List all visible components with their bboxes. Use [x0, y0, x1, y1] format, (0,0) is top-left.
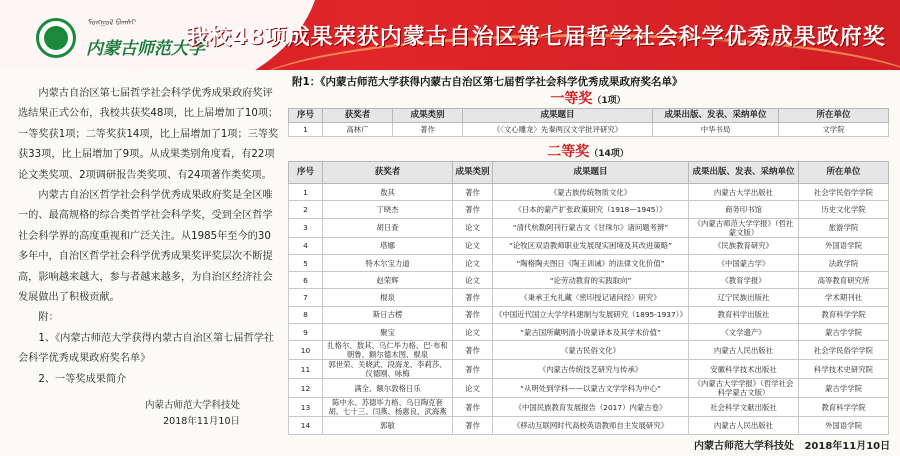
table-cell: 教育科学学院 — [799, 306, 889, 323]
attachment-item-2: 2、一等奖成果简介 — [38, 373, 127, 385]
award-list-title: 附1：《内蒙古师范大学获得内蒙古自治区第七届哲学社会科学优秀成果政府奖名单》 — [292, 76, 683, 88]
column-header: 所在单位 — [779, 109, 889, 123]
table-cell: “蒙古国所藏明清小说蒙译本及其学术价值” — [493, 324, 689, 341]
intro-paragraph-2: 内蒙古自治区哲学社会科学优秀成果政府奖是全区唯一的、最高规格的综合类哲学社会科学奖，受到全区哲学社会科学界的高度重视和广泛关注。从1985年至今的30多年中，自治区哲学社会科学优秀成果奖评奖层次不断提高，影响越来越大，参与者越来越多，为自治区经济社会发展做出了积极贡献。 — [18, 190, 273, 304]
table-cell: 内蒙古人民出版社 — [689, 417, 799, 434]
table-row — [289, 184, 889, 201]
table-row — [289, 201, 889, 218]
page-title: 我校48项成果荣获内蒙古自治区第七届哲学社会科学优秀成果政府奖 — [186, 25, 886, 50]
table-cell: 著作 — [453, 398, 493, 417]
table-cell: 郭世荣、关晓武、段海龙、李莉莎、仪德刚、咏梅 — [323, 360, 453, 379]
table-row — [289, 123, 889, 137]
table-cell: 6 — [289, 272, 323, 289]
table-cell: 安徽科学技术出版社 — [689, 360, 799, 379]
second-prize-heading — [288, 143, 888, 161]
table-cell: 丁晓杰 — [323, 201, 453, 218]
table-cell: 著作 — [453, 201, 493, 218]
intro-text — [18, 84, 280, 430]
attachment-label: 附： — [38, 312, 59, 324]
first-prize-heading — [288, 90, 888, 108]
first-prize-table — [288, 108, 889, 137]
table-cell: 4 — [289, 237, 323, 254]
table-cell: 7 — [289, 289, 323, 306]
table-row — [289, 324, 889, 341]
table-cell: 赵荣辉 — [323, 272, 453, 289]
table-cell: 历史文化学院 — [799, 201, 889, 218]
table-cell: 著作 — [393, 123, 463, 137]
column-header: 成果类别 — [393, 109, 463, 123]
table-cell: 《中国近代国立大学学科建制与发展研究（1895-1937）》 — [493, 306, 689, 323]
table-cell: 辽宁民族出版社 — [689, 289, 799, 306]
table-row — [289, 379, 889, 398]
table-cell: 内蒙古大学出版社 — [689, 184, 799, 201]
table-cell: 著作 — [453, 417, 493, 434]
table-cell: 蒙古学学院 — [799, 324, 889, 341]
table-cell: 《文学遗产》 — [689, 324, 799, 341]
column-header: 获奖者 — [323, 109, 393, 123]
table-cell: 论文 — [453, 272, 493, 289]
table-cell: 《内蒙古师范大学学报》（哲社蒙文版） — [689, 218, 799, 237]
table-cell: 9 — [289, 324, 323, 341]
table-cell: 社会学民俗学学院 — [799, 184, 889, 201]
table-cell: 聚宝 — [323, 324, 453, 341]
table-cell: 《日本的蒙产扩张政策研究（1918—1945）》 — [493, 201, 689, 218]
table-cell: 13 — [289, 398, 323, 417]
table-row — [289, 417, 889, 434]
column-header: 成果出版、发表、采纳单位 — [653, 109, 779, 123]
table-cell: 斯日古楞 — [323, 306, 453, 323]
table-cell: 著作 — [453, 306, 493, 323]
table-cell: 法政学院 — [799, 254, 889, 271]
column-header: 成果题目 — [493, 162, 689, 184]
table-cell: 论文 — [453, 379, 493, 398]
second-prize-count: （14项） — [589, 149, 629, 159]
table-cell: 棍泉 — [323, 289, 453, 306]
table-cell: 《〈文心雕龙〉先秦两汉文学批评研究》 — [463, 123, 653, 137]
footer-date: 2018年11月10日 — [804, 441, 891, 452]
table-cell: 胡日查 — [323, 218, 453, 237]
table-cell: 8 — [289, 306, 323, 323]
table-cell: 3 — [289, 218, 323, 237]
first-prize-label: 一等奖 — [550, 91, 593, 107]
table-cell: 高林广 — [323, 123, 393, 137]
table-cell: 论文 — [453, 237, 493, 254]
column-header: 所在单位 — [799, 162, 889, 184]
table-cell: 《蒙古族传统物质文化》 — [493, 184, 689, 201]
table-cell: 14 — [289, 417, 323, 434]
first-prize-count: （1项） — [592, 96, 626, 106]
table-cell: “从明处到学科——以蒙古文学学科为中心” — [493, 379, 689, 398]
signature-org: 内蒙古师范大学科技处 — [144, 400, 240, 412]
table-cell: 中华书局 — [653, 123, 779, 137]
table-cell: 蒙古学学院 — [799, 379, 889, 398]
table-cell: 著作 — [453, 184, 493, 201]
table-cell: 社会科学文献出版社 — [689, 398, 799, 417]
mongol-script: ᠮᠣᠩᠭᠣᠯ ᠪᠠᠭᠰᠢ — [88, 18, 136, 27]
table-cell: 10 — [289, 341, 323, 360]
table-cell: 5 — [289, 254, 323, 271]
column-header: 序号 — [289, 162, 323, 184]
table-cell: 特木尔宝力道 — [323, 254, 453, 271]
school-name: 内蒙古师范大学 — [86, 39, 205, 59]
column-header: 序号 — [289, 109, 323, 123]
table-row — [289, 306, 889, 323]
table-cell: 《中国蒙古学》 — [689, 254, 799, 271]
table-cell: “清代杭勒阿刊行蒙古文《甘珠尔》诸问题考辨” — [493, 218, 689, 237]
table-cell: “陶格陶夫图日《陶王训诫》的法律文化价值” — [493, 254, 689, 271]
table-row — [289, 254, 889, 271]
table-cell: 11 — [289, 360, 323, 379]
column-header: 成果出版、发表、采纳单位 — [689, 162, 799, 184]
table-cell: 《内蒙古大学学报》（哲学社会科学蒙古文版） — [689, 379, 799, 398]
table-cell: 《教育学报》 — [689, 272, 799, 289]
table-cell: 学术期刊社 — [799, 289, 889, 306]
table-cell: 《蒙古民俗文化》 — [493, 341, 689, 360]
signature-date: 2018年11月10日 — [163, 416, 240, 428]
attachment-item-1: 1、《内蒙古师范大学获得内蒙古自治区第七届哲学社会科学优秀成果政府奖名单》 — [18, 332, 275, 365]
table-cell: 12 — [289, 379, 323, 398]
footer-signature — [694, 437, 890, 452]
table-cell: 《中国民族教育发展报告（2017）内蒙古卷》 — [493, 398, 689, 417]
table-cell: 外国语学院 — [799, 417, 889, 434]
table-cell: 扎格尔、敖其、乌仁毕力格、巴·布和朝鲁、额尔德木图、棍泉 — [323, 341, 453, 360]
table-cell: 论文 — [453, 324, 493, 341]
table-cell: 满全、额尔敦格日乐 — [323, 379, 453, 398]
table-cell: 著作 — [453, 341, 493, 360]
header-banner — [0, 0, 900, 70]
table-cell: 《秉承王允礼藏〈密印授记诸问经〉研究》 — [493, 289, 689, 306]
footer-org: 内蒙古师范大学科技处 — [694, 441, 794, 452]
table-cell: 文学院 — [779, 123, 889, 137]
table-cell: 著作 — [453, 360, 493, 379]
table-cell: 科学技术史研究院 — [799, 360, 889, 379]
intro-paragraph-1: 内蒙古自治区第七届哲学社会科学优秀成果政府奖评选结果正式公布，我校共获奖48项，比上届增加了10项；一等奖获1项；二等奖获14项，比上届增加了1项；三等奖获33项，比上届增加了9项。从成果类别角度看，有22项论文类奖项、2项调研报告类奖项、有24项著作类奖项。 — [18, 88, 279, 181]
signature — [18, 398, 280, 430]
table-cell: 《民族教育研究》 — [689, 237, 799, 254]
table-cell: “论劳动教育的实践取向” — [493, 272, 689, 289]
table-cell: 商务印书馆 — [689, 201, 799, 218]
column-header: 成果题目 — [463, 109, 653, 123]
table-cell: 《移动互联网时代高校英语教师自主发展研究》 — [493, 417, 689, 434]
table-cell: 塔娜 — [323, 237, 453, 254]
second-prize-label: 二等奖 — [547, 144, 590, 160]
table-cell: 郭敏 — [323, 417, 453, 434]
column-header: 获奖者 — [323, 162, 453, 184]
table-row — [289, 289, 889, 306]
table-row — [289, 341, 889, 360]
table-cell: 著作 — [453, 289, 493, 306]
table-row — [289, 360, 889, 379]
table-cell: 2 — [289, 201, 323, 218]
table-cell: 陈中永、苏德毕力格、乌日陶克套胡、七十三、闫燕、杨惠良、武海燕 — [323, 398, 453, 417]
table-cell: 敖其 — [323, 184, 453, 201]
table-cell: 外国语学院 — [799, 237, 889, 254]
table-cell: 1 — [289, 184, 323, 201]
table-cell: 1 — [289, 123, 323, 137]
table-row — [289, 218, 889, 237]
table-cell: 旅游学院 — [799, 218, 889, 237]
table-cell: 教育科学学院 — [799, 398, 889, 417]
table-cell: 《内蒙古传统技艺研究与传承》 — [493, 360, 689, 379]
school-logo-icon — [36, 18, 76, 58]
award-list — [288, 74, 888, 435]
table-cell: 教育科学出版社 — [689, 306, 799, 323]
table-cell: 论文 — [453, 218, 493, 237]
table-cell: 高等教育研究所 — [799, 272, 889, 289]
second-prize-table — [288, 161, 889, 435]
table-cell: 论文 — [453, 254, 493, 271]
column-header: 成果类别 — [453, 162, 493, 184]
table-cell: 内蒙古人民出版社 — [689, 341, 799, 360]
table-row — [289, 272, 889, 289]
table-row — [289, 398, 889, 417]
table-row — [289, 237, 889, 254]
table-cell: “论牧区双语教师职业发展现实困境及其改进策略” — [493, 237, 689, 254]
table-cell: 社会学民俗学学院 — [799, 341, 889, 360]
